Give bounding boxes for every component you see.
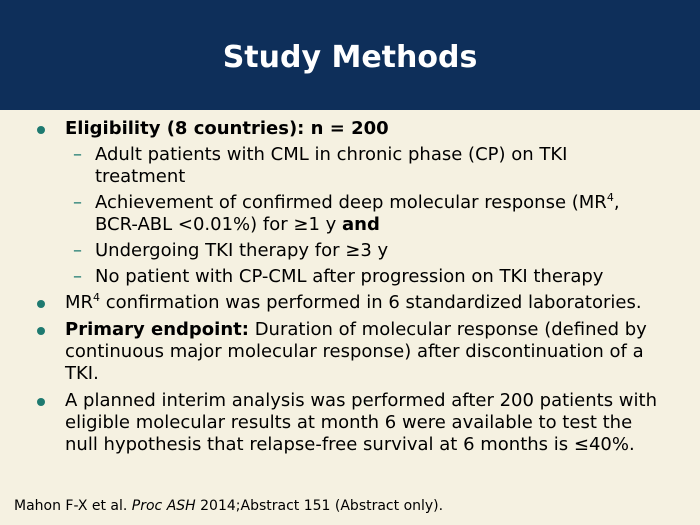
bullet-text: A planned interim analysis was performed after 200 patients with eligible molecular results at month 6 were available to test the null hypothesis that relapse-free survival at 6 months is ≤40%.: [65, 390, 657, 455]
bullet-text: MR: [65, 292, 94, 313]
superscript: 4: [606, 191, 614, 204]
footnote-journal: Proc ASH: [131, 498, 196, 514]
dash-icon: –: [73, 240, 82, 261]
dash-icon: –: [73, 192, 82, 213]
slide-title: Study Methods: [222, 39, 478, 75]
footnote-details: 2014;Abstract 151 (Abstract only).: [195, 498, 444, 514]
bullet-text: Duration of molecular response (defined by continuous major molecular response) after discontinuation of a TKI.: [65, 319, 647, 384]
sub-item-text-cont: , BCR-ABL <0.01%) for ≥1 y: [95, 192, 620, 235]
dash-icon: –: [73, 144, 82, 165]
title-banner: [0, 0, 700, 110]
primary-endpoint-label: Primary endpoint:: [65, 319, 249, 340]
sub-item-no-progression: [0, 266, 700, 288]
citation-footnote: [14, 497, 443, 515]
sub-item-adult-patients: [0, 144, 700, 188]
sub-item-text: No patient with CP-CML after progression on TKI therapy: [95, 266, 604, 287]
sub-item-text: Adult patients with CML in chronic phase (CP) on TKI treatment: [95, 144, 568, 187]
bullet-eligibility: [0, 118, 700, 140]
sub-item-deep-response: [0, 192, 700, 236]
bullet-interim-analysis: [0, 390, 700, 456]
bullet-dot-icon: [37, 300, 45, 308]
bullet-primary-endpoint: [0, 319, 700, 385]
bullet-mr4-confirmation: [0, 292, 700, 314]
eligibility-heading: Eligibility (8 countries): n = 200: [65, 118, 389, 139]
bullet-dot-icon: [37, 398, 45, 406]
footnote-authors: Mahon F-X et al.: [14, 498, 132, 514]
bullet-dot-icon: [37, 327, 45, 335]
bullet-dot-icon: [37, 126, 45, 134]
superscript: 4: [93, 291, 101, 304]
slide-content: [0, 118, 700, 456]
sub-item-text: Undergoing TKI therapy for ≥3 y: [95, 240, 389, 261]
dash-icon: –: [73, 266, 82, 287]
sub-item-tki-therapy: [0, 240, 700, 262]
and-keyword: and: [342, 214, 380, 235]
bullet-text-cont: confirmation was performed in 6 standardized laboratories.: [100, 292, 642, 313]
sub-item-text: Achievement of confirmed deep molecular response (MR: [95, 192, 607, 213]
